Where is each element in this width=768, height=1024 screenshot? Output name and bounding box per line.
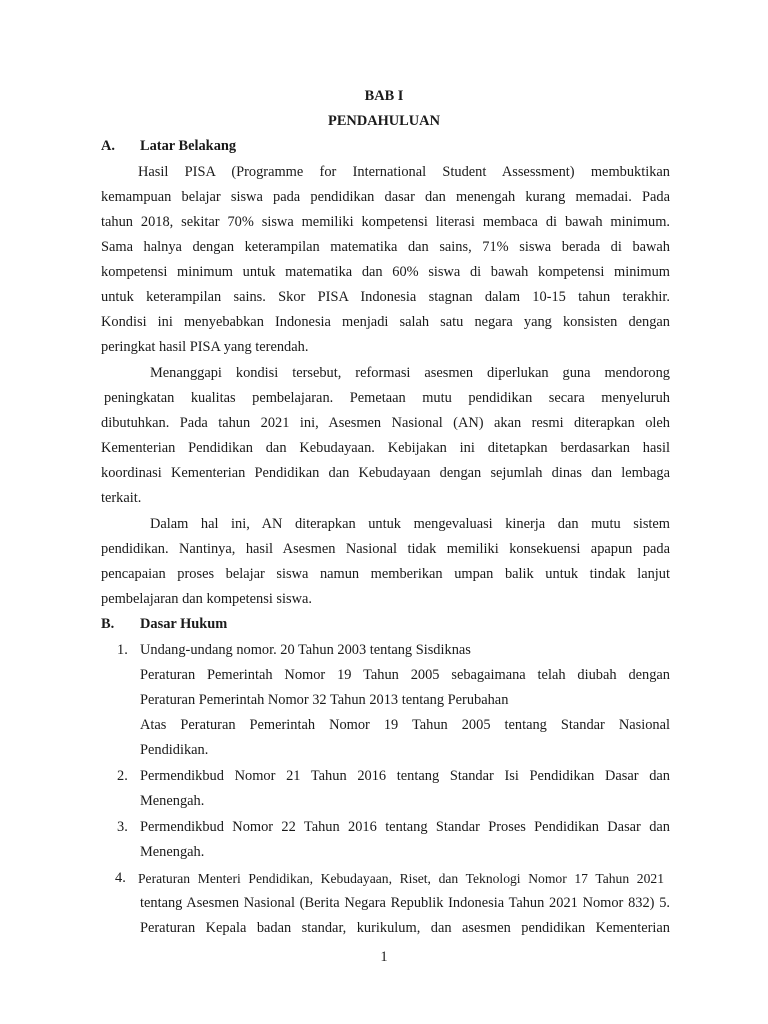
paragraph-line: Menanggapi kondisi tersebut, reformasi asesmen diperlukan guna mendorong [150,365,670,381]
list-item: 1. Undang-undang nomor. 20 Tahun 2003 tentang Sisdiknas [0,638,768,663]
chapter-label: BAB I [364,88,404,104]
section-b-heading-row [0,612,768,637]
paragraph-line: kemampuan belajar siswa pada pendidikan dasar dan menengah kurang memadai. Pada [101,189,670,205]
paragraph-line: koordinasi Kementerian Pendidikan dan Kebudayaan dengan sejumlah dinas dan lembaga [101,465,670,481]
list-item-number: 1. [117,642,128,658]
section-a-marker: A. [101,138,115,154]
list-item: 3. Permendikbud Nomor 22 Tahun 2016 tentang Standar Proses Pendidikan Dasar dan [0,815,768,840]
chapter-title: PENDAHULUAN [328,113,440,129]
section-b-heading: Dasar Hukum [140,616,228,632]
list-item: 4. Peraturan Menteri Pendidikan, Kebudayaan, Riset, dan Teknologi Nomor 17 Tahun 2021 [0,866,768,891]
list-item-line: Atas Peraturan Pemerintah Nomor 19 Tahun 2005 tentang Standar Nasional [140,717,670,733]
page-number: 1 [380,949,388,965]
list-item-line: Peraturan Pemerintah Nomor 32 Tahun 2013 tentang Perubahan [140,692,509,708]
page-footer [0,945,768,970]
paragraph-line: pembelajaran dan kompetensi siswa. [101,591,312,607]
list-item-number: 3. [117,819,128,835]
paragraph-line: pencapaian proses belajar siswa namun memberikan umpan balik untuk tindak lanjut [101,566,670,582]
section-a-heading: Latar Belakang [140,138,237,154]
list-item-line: Pendidikan. [140,742,209,758]
list-item-number: 2. [117,768,128,784]
paragraph-line: tahun 2018, sekitar 70% siswa memiliki kompetensi literasi membaca di bawah minimum. [101,214,670,230]
list-item: 2. Permendikbud Nomor 21 Tahun 2016 tentang Standar Isi Pendidikan Dasar dan [0,764,768,789]
chapter-title-row [0,109,768,134]
section-a-heading-row [0,134,768,159]
paragraph-line: Sama halnya dengan keterampilan matematika dan sains, 71% siswa berada di bawah [101,239,670,255]
paragraph-line: Kondisi ini menyebabkan Indonesia menjadi salah satu negara yang konsisten dengan [101,314,670,330]
paragraph-line: peringkat hasil PISA yang terendah. [101,339,309,355]
paragraph-line: Hasil PISA (Programme for International Student Assessment) membuktikan [138,164,670,180]
paragraph-line: terkait. [101,490,142,506]
paragraph-line: kompetensi minimum untuk matematika dan 60% siswa di bawah kompetensi minimum [101,264,670,280]
list-item-number: 4. [115,870,126,886]
list-item-line: Peraturan Kepala badan standar, kurikulum, dan asesmen pendidikan Kementerian [140,920,670,936]
list-item-line: Peraturan Pemerintah Nomor 19 Tahun 2005 sebagaimana telah diubah dengan [140,667,670,683]
paragraph-line: dibutuhkan. Pada tahun 2021 ini, Asesmen Nasional (AN) akan resmi diterapkan oleh [101,415,670,431]
paragraph-line: peningkatan kualitas pembelajaran. Pemetaan mutu pendidikan secara menyeluruh [104,390,670,406]
section-b-marker: B. [101,616,115,632]
paragraph-line: Dalam hal ini, AN diterapkan untuk mengevaluasi kinerja dan mutu sistem [150,516,670,532]
paragraph-line: pendidikan. Nantinya, hasil Asesmen Nasional tidak memiliki konsekuensi apapun pada [101,541,670,557]
list-item-line: tentang Asesmen Nasional (Berita Negara Republik Indonesia Tahun 2021 Nomor 832) 5. [140,895,670,911]
list-item-line: Menengah. [140,844,205,860]
paragraph-line: Kementerian Pendidikan dan Kebudayaan. Kebijakan ini ditetapkan berdasarkan hasil [101,440,670,456]
chapter-label-row [0,84,768,109]
list-item-line: Menengah. [140,793,205,809]
paragraph-line: untuk keterampilan sains. Skor PISA Indonesia stagnan dalam 10-15 tahun terakhir. [101,289,670,305]
